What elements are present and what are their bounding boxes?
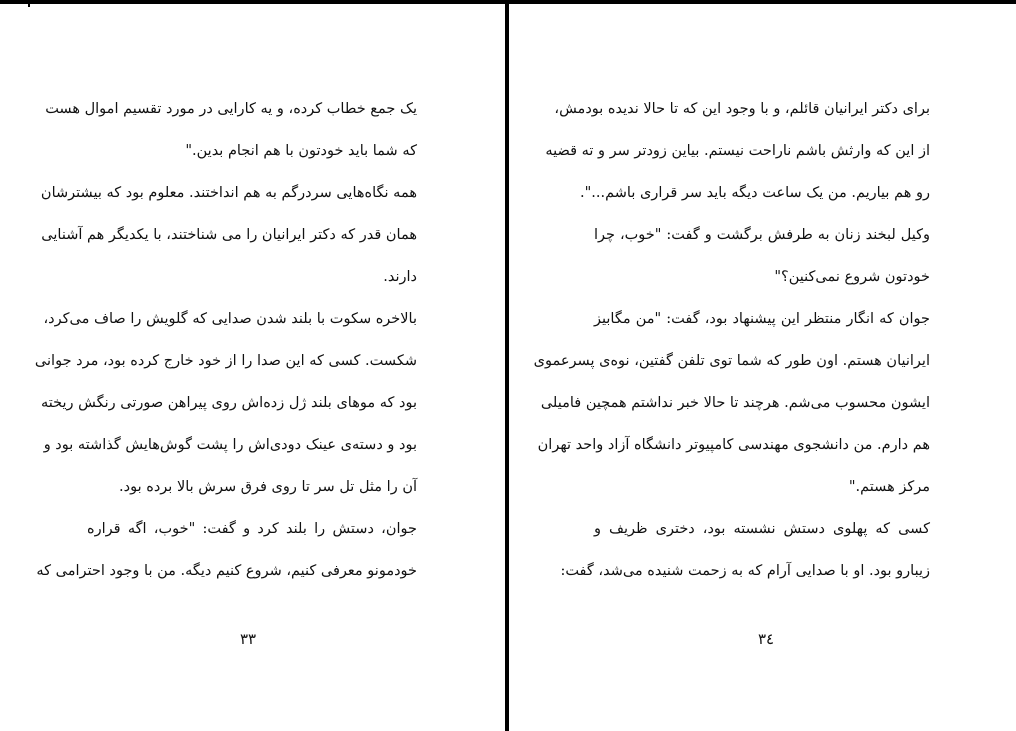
- text-line: جوان که انگار منتظر این پیشنهاد بود، گفت: "من مگابیز: [594, 311, 930, 327]
- text-line: وکیل لبخند زنان به طرفش برگشت و گفت: "خوب، چرا: [594, 227, 930, 243]
- text-line: همان قدر که دکتر ایرانیان را می شناختند، با یکدیگر هم آشنایی: [41, 227, 417, 243]
- page-number: ۳۳: [240, 630, 257, 648]
- text-line: شکست. کسی که این صدا را از خود خارج کرده بود، مرد جوانی: [34, 353, 417, 369]
- left-page: [0, 0, 505, 731]
- text-line: دارند.: [383, 269, 417, 285]
- right-page: [509, 0, 1016, 731]
- text-line: زیبارو بود. او با صدایی آرام که به زحمت شنیده می‌شد، گفت:: [560, 563, 930, 579]
- left-page-text: [34, 88, 417, 592]
- text-line: خودمونو معرفی کنیم، شروع کنیم دیگه. من با وجود احترامی که: [36, 563, 417, 579]
- text-line: هم دارم. من دانشجوی مهندسی کامپیوتر دانشگاه آزاد واحد تهران: [537, 437, 930, 453]
- text-line: ایشون محسوب می‌شم. هرچند تا حالا خبر نداشتم همچین فامیلی: [540, 395, 930, 411]
- text-line: آن را مثل تل سر تا روی فرق سرش بالا برده بود.: [119, 479, 417, 495]
- text-line: خودتون شروع نمی‌کنین؟": [774, 269, 930, 285]
- text-line: کسی که پهلوی دستش نشسته بود، دختری ظریف و: [594, 521, 930, 537]
- text-line: بالاخره سکوت با بلند شدن صدایی که گلویش را صاف می‌کرد،: [43, 311, 417, 327]
- text-line: از این که وارثش باشم ناراحت نیستم. بیاین زودتر سر و ته قضیه: [545, 143, 930, 159]
- page-number: ۳٤: [758, 630, 775, 648]
- text-line: برای دکتر ایرانیان قائلم، و با وجود این که تا حالا ندیده بودمش،: [554, 101, 930, 117]
- text-line: که شما باید خودتون با هم انجام بدین.": [185, 143, 417, 159]
- text-line: جوان، دستش را بلند کرد و گفت: "خوب، اگه قراره: [87, 521, 417, 537]
- text-line: همه نگاه‌هایی سردرگم به هم انداختند. معلوم بود که بیشترشان: [40, 185, 417, 201]
- text-line: بود که موهای بلند ژل زده‌اش روی پیراهن صورتی رنگش ریخته: [40, 395, 417, 411]
- text-line: رو هم بیاریم. من یک ساعت دیگه باید سر قراری باشم...".: [580, 185, 930, 201]
- text-line: بود و دسته‌ی عینک دودی‌اش را پشت گوش‌هایش گذاشته بود و: [43, 437, 417, 453]
- text-line: ایرانیان هستم. اون طور که شما توی تلفن گفتین، نوه‌ی پسرعموی: [533, 353, 930, 369]
- text-line: یک جمع خطاب کرده، و یه کارایی در مورد تقسیم اموال هست: [45, 101, 417, 117]
- right-page-text: [533, 88, 930, 592]
- text-line: مرکز هستم.": [848, 479, 930, 495]
